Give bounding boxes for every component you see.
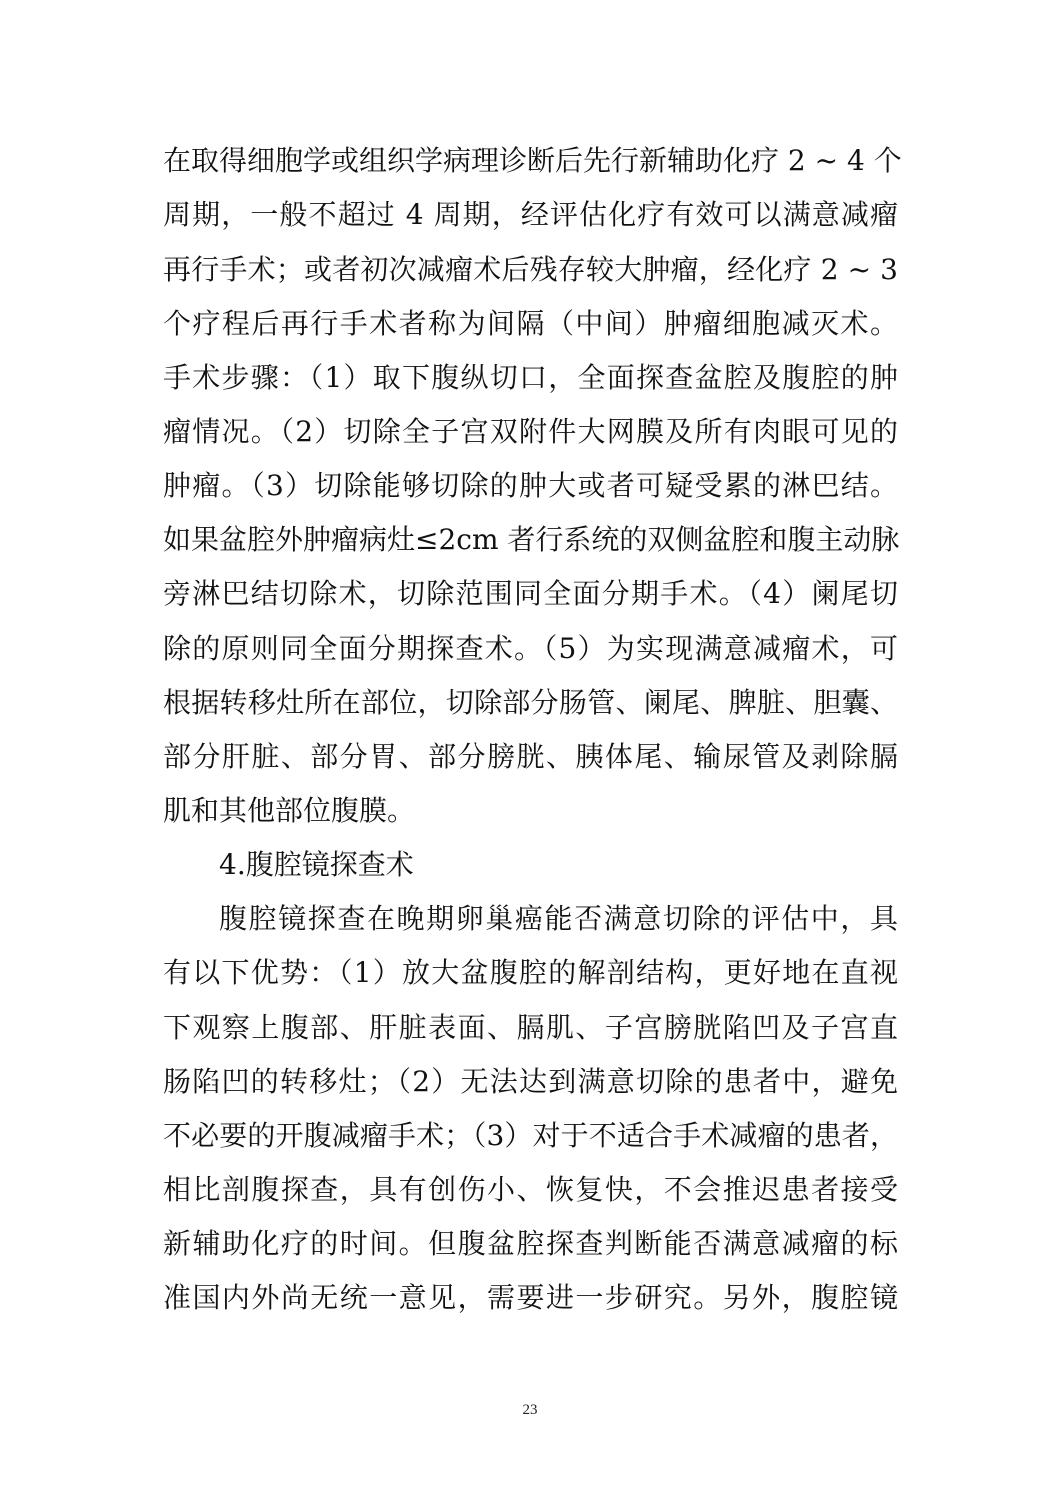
- text-line: 腹腔镜探查在晚期卵巢癌能否满意切除的评估中，具: [219, 902, 898, 935]
- text-line: 相比剖腹探查，具有创伤小、恢复快，不会推迟患者接受: [163, 1173, 898, 1206]
- page-number: 23: [522, 1402, 538, 1418]
- text-line: 肿瘤。（3）切除能够切除的肿大或者可疑受累的淋巴结。: [163, 469, 898, 502]
- text-line: 瘤情况。（2）切除全子宫双附件大网膜及所有肉眼可见的: [163, 415, 898, 448]
- text-line: 有以下优势：（1）放大盆腹腔的解剖结构，更好地在直视: [163, 956, 898, 989]
- text-line: 手术步骤：（1）取下腹纵切口，全面探查盆腔及腹腔的肿: [163, 361, 898, 394]
- text-line: 如果盆腔外肿瘤病灶≤2cm 者行系统的双侧盆腔和腹主动脉: [163, 523, 900, 556]
- text-line: 下观察上腹部、肝脏表面、膈肌、子宫膀胱陷凹及子宫直: [163, 1011, 898, 1044]
- text-line: 除的原则同全面分期探查术。（5）为实现满意减瘤术，可: [163, 632, 898, 665]
- text-line: 旁淋巴结切除术，切除范围同全面分期手术。（4）阑尾切: [163, 577, 898, 610]
- text-line: 肠陷凹的转移灶；（2）无法达到满意切除的患者中，避免: [163, 1065, 898, 1098]
- text-line: 肌和其他部位腹膜。: [163, 794, 416, 827]
- text-line: 不必要的开腹减瘤手术；（3）对于不适合手术减瘤的患者，: [163, 1119, 898, 1152]
- section-heading: 4.腹腔镜探查术: [219, 848, 414, 881]
- text-line: 个疗程后再行手术者称为间隔（中间）肿瘤细胞减灭术。: [163, 307, 898, 340]
- text-line: 根据转移灶所在部位，切除部分肠管、阑尾、脾脏、胆囊、: [163, 686, 898, 719]
- text-line: 周期，一般不超过 4 周期，经评估化疗有效可以满意减瘤: [163, 198, 898, 231]
- text-line: 在取得细胞学或组织学病理诊断后先行新辅助化疗 2 ~ 4 个: [163, 144, 902, 177]
- text-line: 部分肝脏、部分胃、部分膀胱、胰体尾、输尿管及剥除膈: [163, 740, 898, 773]
- text-line: 新辅助化疗的时间。但腹盆腔探查判断能否满意减瘤的标: [163, 1227, 898, 1260]
- text-line: 再行手术；或者初次减瘤术后残存较大肿瘤，经化疗 2 ~ 3: [163, 253, 898, 286]
- text-line: 准国内外尚无统一意见，需要进一步研究。另外，腹腔镜: [163, 1281, 898, 1314]
